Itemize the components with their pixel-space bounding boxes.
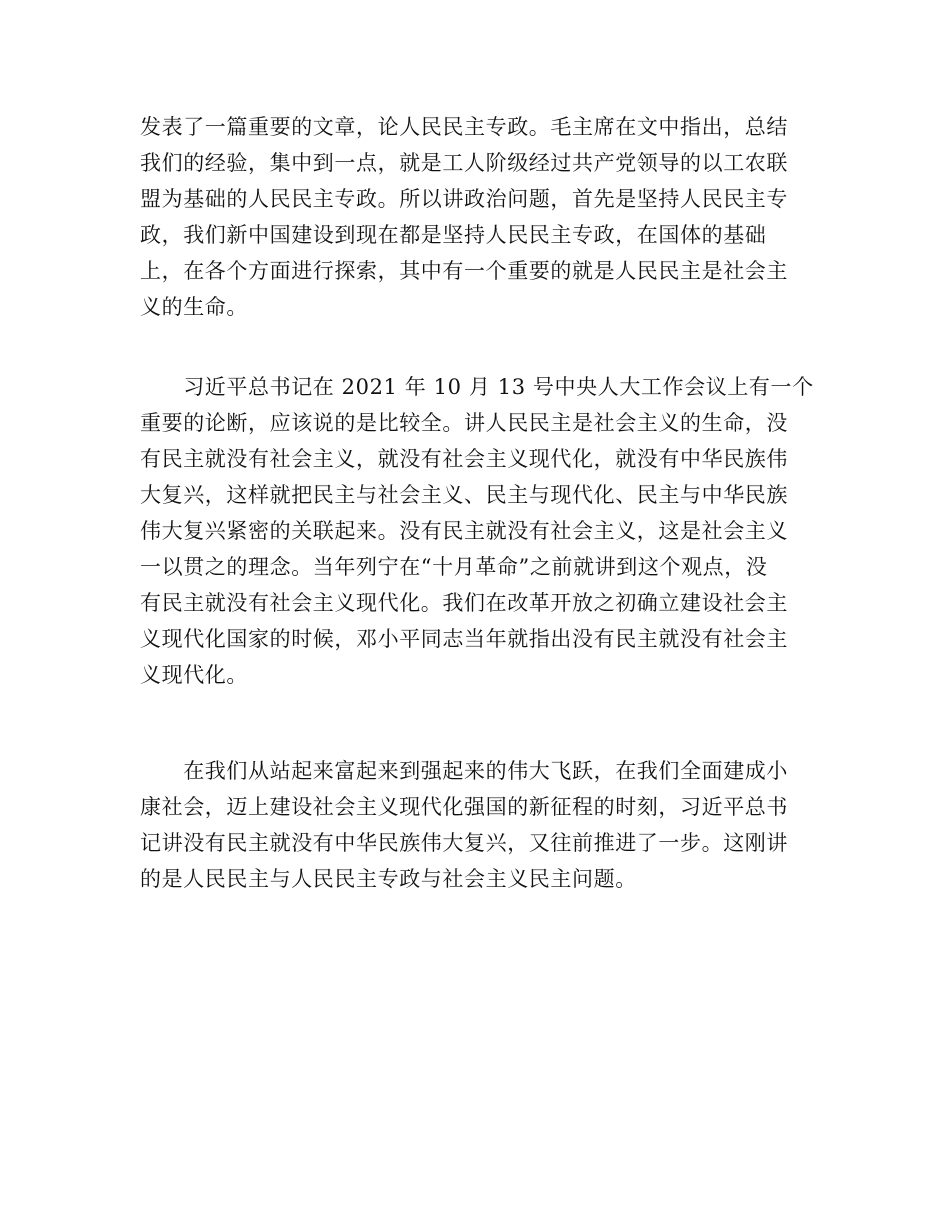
paragraph-1: [140, 109, 788, 325]
text-line: 大复兴，这样就把民主与社会主义、民主与现代化、民主与中华民族: [140, 483, 788, 507]
text-line: 上，在各个方面进行探索，其中有一个重要的就是人民民主是社会主: [140, 259, 788, 283]
text-line: 盟为基础的人民民主专政。所以讲政治问题，首先是坚持人民民主专: [140, 187, 788, 211]
text-line: 康社会，迈上建设社会主义现代化强国的新征程的时刻，习近平总书: [140, 795, 788, 819]
text-line: 我们的经验，集中到一点，就是工人阶级经过共产党领导的以工农联: [140, 151, 788, 175]
paragraph-2: [140, 369, 814, 693]
text-line: 伟大复兴紧密的关联起来。没有民主就没有社会主义，这是社会主义: [140, 519, 788, 543]
text-line: 政，我们新中国建设到现在都是坚持人民民主专政，在国体的基础: [140, 223, 767, 247]
text-line: 一以贯之的理念。当年列宁在“十月革命”之前就讲到这个观点，没: [140, 555, 768, 579]
paragraph-3: [140, 753, 788, 897]
text-line: 义现代化国家的时候，邓小平同志当年就指出没有民主就没有社会主: [140, 627, 788, 651]
text-line: 重要的论断，应该说的是比较全。讲人民民主是社会主义的生命，没: [140, 411, 788, 435]
text-line: 发表了一篇重要的文章，论人民民主专政。毛主席在文中指出，总结: [140, 115, 788, 139]
text-line: 有民主就没有社会主义现代化。我们在改革开放之初确立建设社会主: [140, 591, 788, 615]
text-line: 记讲没有民主就没有中华民族伟大复兴，又往前推进了一步。这刚讲: [140, 831, 788, 855]
text-line: 有民主就没有社会主义，就没有社会主义现代化，就没有中华民族伟: [140, 447, 788, 471]
text-line: 的是人民民主与人民民主专政与社会主义民主问题。: [140, 867, 637, 891]
text-line: 习近平总书记在 2021 年 10 月 13 号中央人大工作会议上有一个: [140, 375, 814, 399]
text-line: 义现代化。: [140, 663, 248, 687]
text-line: 义的生命。: [140, 295, 248, 319]
text-line: 在我们从站起来富起来到强起来的伟大飞跃，在我们全面建成小: [140, 759, 788, 783]
